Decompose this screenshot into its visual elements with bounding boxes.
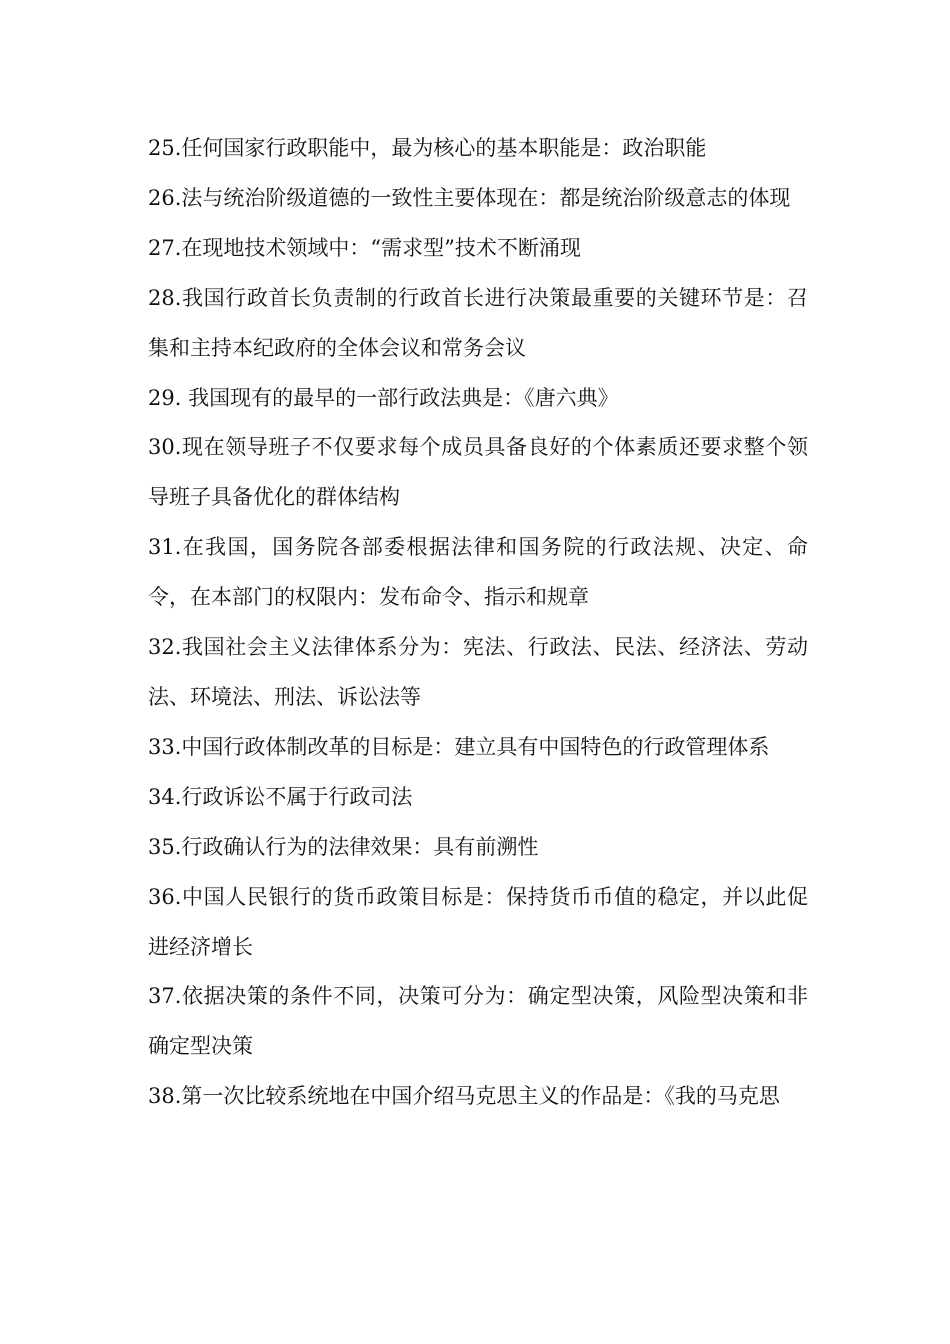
list-item: 38.第一次比较系统地在中国介绍马克思主义的作品是：《我的马克思 [148, 1084, 780, 1109]
list-item: 34.行政诉讼不属于行政司法 [148, 784, 413, 809]
list-item: 29. 我国现有的最早的一部行政法典是：《唐六典》 [148, 385, 619, 410]
list-item: 28.我国行政首长负责制的行政首长进行决策最重要的关键环节是：召集和主持本纪政府的全体会议和常务会议 [148, 285, 808, 360]
list-item: 30.现在领导班子不仅要求每个成员具备良好的个体素质还要求整个领导班子具备优化的群体结构 [148, 435, 808, 510]
list-item: 27.在现地技术领域中：“需求型”技术不断涌现 [148, 235, 581, 260]
list-item: 35.行政确认行为的法律效果：具有前溯性 [148, 834, 539, 859]
list-item: 33.中国行政体制改革的目标是：建立具有中国特色的行政管理体系 [148, 734, 770, 759]
list-item: 32.我国社会主义法律体系分为：宪法、行政法、民法、经济法、劳动法、环境法、刑法、诉讼法等 [148, 635, 808, 709]
list-item: 25.任何国家行政职能中，最为核心的基本职能是：政治职能 [148, 136, 707, 160]
document-body [148, 124, 808, 1122]
list-item: 31.在我国，国务院各部委根据法律和国务院的行政法规、决定、命令，在本部门的权限内：发布命令、指示和规章 [148, 535, 808, 610]
list-item: 26.法与统治阶级道德的一致性主要体现在：都是统治阶级意志的体现 [148, 185, 791, 210]
list-item: 37.依据决策的条件不同，决策可分为：确定型决策，风险型决策和非确定型决策 [148, 984, 808, 1059]
list-item: 36.中国人民银行的货币政策目标是：保持货币币值的稳定，并以此促进经济增长 [148, 884, 808, 959]
